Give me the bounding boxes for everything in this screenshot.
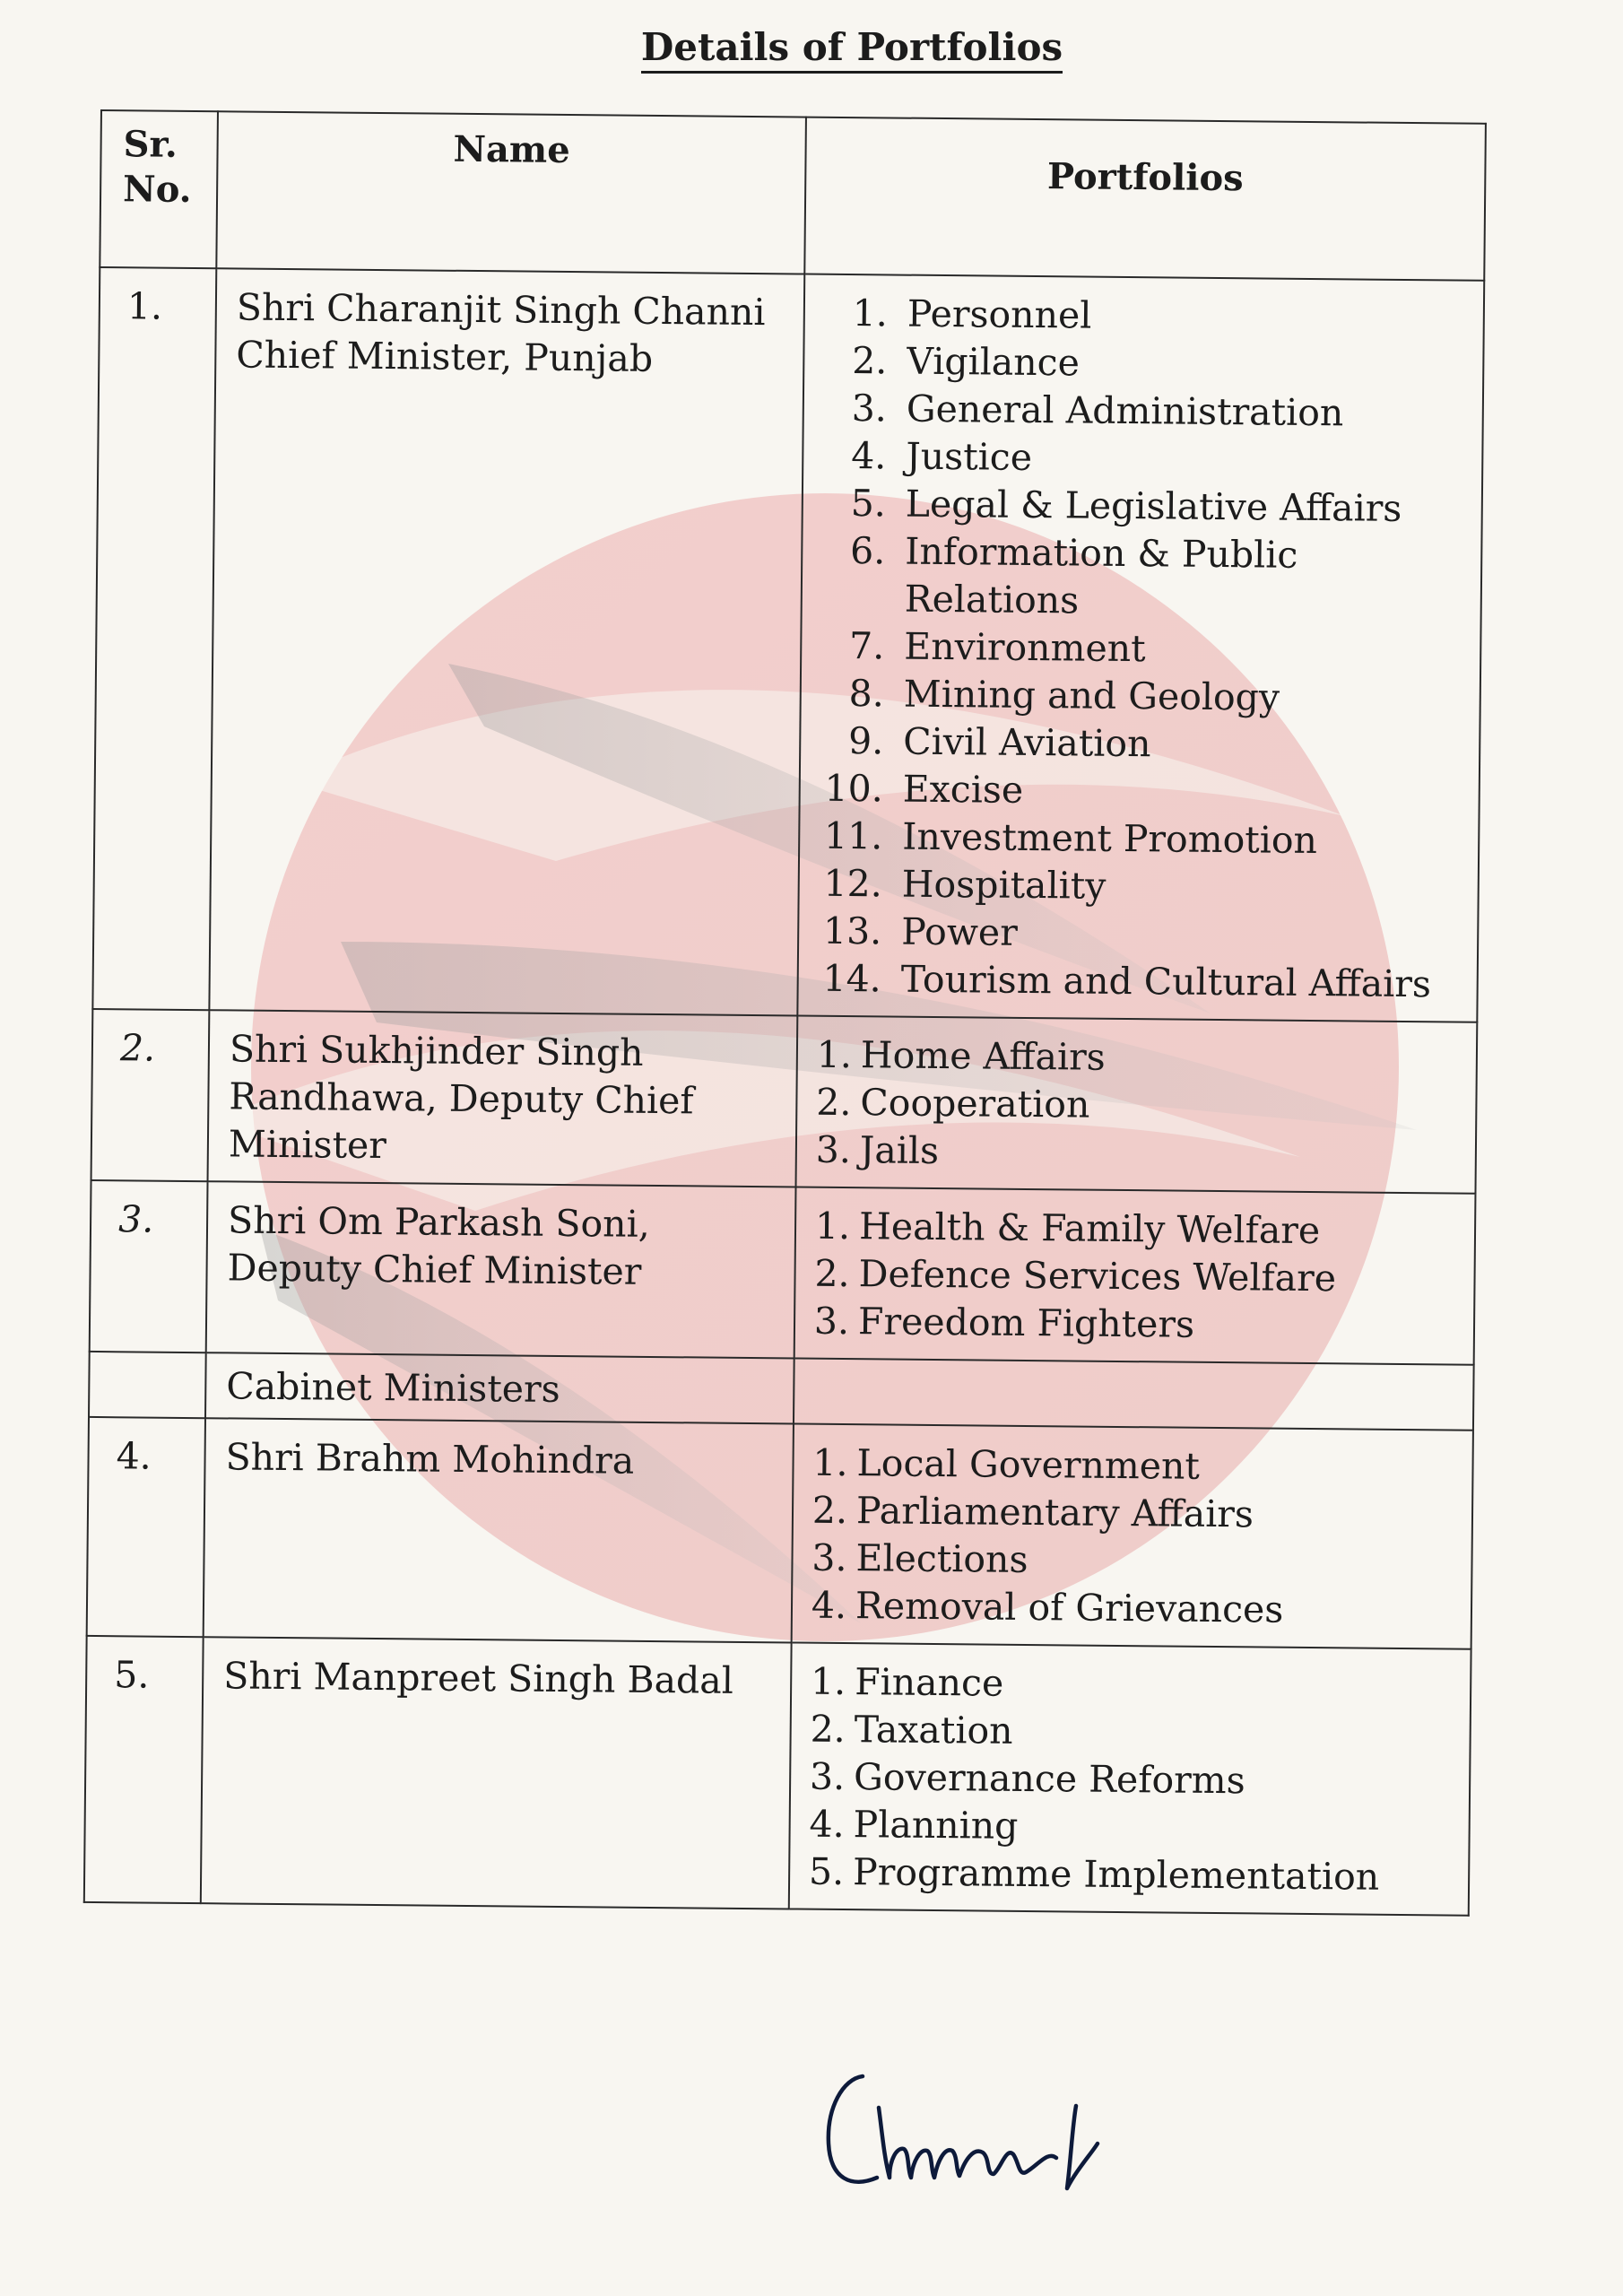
portfolio-name: Civil Aviation: [903, 719, 1151, 766]
portfolio-number: 2.: [816, 1080, 852, 1125]
section-sr-cell: [89, 1352, 206, 1418]
portfolio-item: [811, 955, 1467, 1009]
portfolio-name: Planning: [853, 1803, 1019, 1848]
portfolio-number: 1.: [816, 1032, 853, 1077]
minister-name-cell: Shri Sukhjinder Singh Randhawa, Deputy Chief Minister: [208, 1010, 798, 1187]
portfolio-number: 2.: [812, 1488, 848, 1533]
minister-name-cell: Shri Om Parkash Soni, Deputy Chief Minister: [206, 1181, 796, 1358]
portfolio-name: Information & Public Relations: [904, 529, 1298, 622]
portfolio-item: [812, 813, 1469, 866]
portfolios-cell: [796, 1016, 1478, 1194]
table-row: [92, 267, 1484, 1022]
handwritten-signature-icon: [807, 2054, 1148, 2206]
portfolio-name: Governance Reforms: [853, 1755, 1245, 1803]
sr-no-cell: 1.: [92, 267, 216, 1010]
portfolio-number: 3.: [815, 1127, 852, 1172]
portfolio-name: Home Affairs: [860, 1033, 1106, 1079]
portfolio-item: [812, 908, 1468, 961]
portfolio-item: [804, 1658, 1461, 1712]
portfolio-name: Environment: [904, 624, 1146, 671]
minister-name-cell: Shri Manpreet Singh Badal: [201, 1637, 792, 1909]
portfolio-number: 13.: [822, 909, 882, 953]
header-portfolios: Portfolios: [804, 117, 1486, 281]
portfolio-item: [814, 670, 1471, 724]
portfolio-number: 11.: [823, 813, 883, 858]
table-row: [91, 1009, 1478, 1194]
portfolios-cell: [792, 1423, 1473, 1648]
document-title: [0, 25, 1623, 74]
portfolio-name: Programme Implementation: [852, 1850, 1380, 1899]
portfolio-item: [810, 1126, 1466, 1180]
header-sr-no: Sr. No.: [100, 110, 218, 268]
portfolio-item: [815, 527, 1472, 629]
portfolio-name: Investment Promotion: [902, 814, 1318, 863]
portfolio-name: Justice: [906, 434, 1033, 479]
portfolio-number: 1.: [814, 1204, 851, 1248]
portfolio-list: [811, 290, 1474, 1009]
portfolio-name: Hospitality: [901, 862, 1107, 908]
portfolio-item: [803, 1753, 1460, 1807]
portfolio-number: 3.: [809, 1754, 846, 1799]
portfolio-item: [806, 1487, 1462, 1541]
portfolio-name: Freedom Fighters: [857, 1300, 1195, 1346]
portfolio-item: [814, 622, 1471, 676]
portfolio-number: 12.: [823, 861, 882, 906]
portfolio-name: Local Government: [856, 1441, 1201, 1488]
portfolio-name: Jails: [859, 1128, 940, 1173]
portfolio-item: [816, 432, 1472, 486]
portfolio-number: 4.: [811, 1583, 847, 1628]
portfolio-item: [803, 1848, 1459, 1902]
portfolio-name: Health & Family Welfare: [858, 1205, 1321, 1253]
section-portfolio-cell: [794, 1358, 1474, 1430]
portfolio-list: [805, 1439, 1463, 1636]
portfolio-item: [817, 337, 1473, 391]
portfolio-number: 1.: [810, 1659, 846, 1704]
sr-no-cell: 5.: [84, 1636, 204, 1903]
table-header-row: [100, 110, 1486, 281]
portfolio-item: [813, 718, 1470, 771]
portfolio-table: [83, 109, 1487, 1917]
portfolio-name: Mining and Geology: [903, 672, 1280, 719]
portfolio-name: Parliamentary Affairs: [855, 1489, 1254, 1536]
portfolio-name: Elections: [855, 1536, 1028, 1582]
portfolio-item: [808, 1298, 1464, 1352]
portfolios-cell: [794, 1187, 1476, 1364]
portfolio-item: [817, 385, 1473, 439]
table-row: [84, 1636, 1471, 1916]
portfolio-number: 9.: [847, 719, 884, 763]
table-body: [84, 267, 1484, 1916]
portfolio-item: [813, 765, 1470, 819]
sr-no-cell: 3.: [90, 1180, 208, 1352]
portfolio-item: [808, 1250, 1464, 1304]
portfolio-number: 2.: [814, 1251, 850, 1296]
portfolio-item: [805, 1582, 1462, 1636]
portfolio-list: [808, 1203, 1465, 1352]
portfolio-name: Taxation: [854, 1708, 1013, 1752]
portfolio-name: Personnel: [907, 291, 1092, 337]
portfolio-name: Finance: [854, 1660, 1004, 1705]
portfolio-name: Cooperation: [860, 1081, 1090, 1126]
portfolio-item: [809, 1203, 1465, 1257]
table-row: [87, 1417, 1473, 1649]
portfolio-name: Excise: [902, 767, 1024, 812]
portfolio-number: 8.: [848, 672, 885, 716]
portfolio-number: 6.: [849, 529, 886, 573]
portfolio-item: [818, 290, 1474, 344]
portfolio-name: Power: [901, 909, 1019, 954]
portfolios-cell: [797, 274, 1484, 1022]
portfolio-name: Defence Services Welfare: [858, 1252, 1337, 1300]
portfolio-number: 7.: [848, 624, 885, 668]
portfolio-number: 4.: [850, 434, 887, 478]
sr-no-cell: 4.: [87, 1417, 205, 1637]
portfolio-item: [806, 1439, 1462, 1493]
portfolio-number: 5.: [850, 482, 887, 526]
portfolio-number: 2.: [810, 1707, 846, 1752]
portfolios-cell: [789, 1642, 1471, 1915]
portfolio-name: Legal & Legislative Affairs: [905, 482, 1402, 530]
portfolio-name: Tourism and Cultural Affairs: [900, 957, 1432, 1006]
portfolio-item: [803, 1801, 1459, 1855]
portfolio-number: 10.: [824, 766, 884, 811]
portfolio-number: 5.: [808, 1849, 845, 1894]
portfolio-number: 3.: [813, 1299, 850, 1344]
section-heading: Cabinet Ministers: [205, 1352, 794, 1423]
portfolio-name: Removal of Grievances: [855, 1584, 1284, 1631]
portfolio-item: [805, 1535, 1462, 1588]
document-title-text: Details of Portfolios: [641, 25, 1063, 74]
portfolio-list: [803, 1658, 1462, 1902]
portfolio-number: 1.: [812, 1440, 848, 1485]
portfolio-number: 4.: [809, 1802, 845, 1847]
minister-name-cell: Shri Brahm Mohindra: [204, 1418, 794, 1642]
portfolio-name: General Administration: [906, 387, 1344, 435]
portfolio-number: 3.: [812, 1535, 847, 1580]
table-row: [90, 1180, 1476, 1365]
portfolio-item: [816, 480, 1472, 534]
portfolio-item: [811, 1031, 1467, 1085]
minister-name-cell: Shri Charanjit Singh Channi Chief Minister, Punjab: [209, 268, 804, 1015]
portfolio-item: [812, 860, 1468, 914]
portfolio-name: Vigilance: [907, 339, 1081, 385]
portfolio-list: [810, 1031, 1467, 1180]
sr-no-cell: 2.: [91, 1009, 210, 1181]
portfolio-item: [803, 1706, 1460, 1760]
portfolio-number: 14.: [822, 956, 881, 1001]
portfolio-number: 2.: [851, 339, 888, 383]
portfolio-number: 3.: [851, 387, 888, 430]
header-name: Name: [216, 111, 806, 274]
portfolio-number: 1.: [852, 291, 889, 335]
portfolio-item: [810, 1079, 1466, 1133]
